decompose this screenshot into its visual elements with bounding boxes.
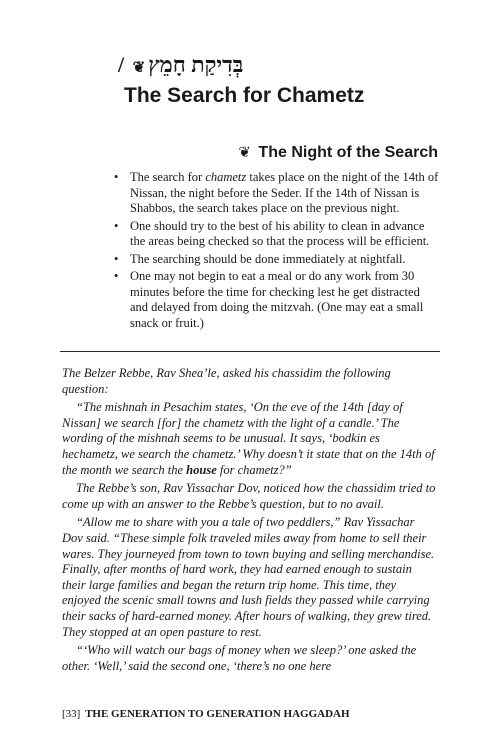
page-number: [33]: [62, 708, 81, 720]
page-title: The Search for Chametz: [124, 84, 365, 107]
story-paragraph-text-cont: for chametz?”: [216, 462, 292, 477]
rules-list: [112, 170, 440, 333]
story-emphasis: house: [186, 462, 217, 477]
bullet-icon: •: [114, 251, 119, 266]
story-paragraph: [62, 400, 436, 478]
list-item-term: chametz: [205, 170, 247, 184]
bullet-icon: •: [114, 218, 119, 233]
running-title: THE GENERATION TO GENERATION HAGGADAH: [85, 708, 350, 720]
story-text: [62, 366, 436, 677]
list-item-text: The search for: [130, 170, 206, 184]
title-separator: /: [118, 52, 125, 77]
bullet-icon: •: [114, 170, 119, 184]
page-footer: [62, 707, 350, 721]
section-heading: [235, 142, 438, 164]
list-item-text: The searching should be done immediately at nightfall.: [130, 251, 406, 266]
list-item-text: One should try to the best of his ability to clean in advance the areas being checked so that the process will be efficient.: [130, 218, 430, 248]
story-paragraph: “Allow me to share with you a tale of two peddlers,” Rav Yissachar Dov said. “These simple folk traveled miles away from home to sell their wares. They journeyed from town to town buying and selling merchandise. Finally, after months of hard work, they had earned enough to sustain their large families and began the return trip home. This time, they enjoyed the scenic small towns and lush fields they passed while carrying their sacks of hard-earned money. After hours of walking, they grew tired. They stopped at an open pasture to rest.: [62, 515, 435, 639]
list-item: [112, 170, 440, 217]
fleuron-icon: ❦: [238, 144, 251, 161]
bullet-icon: •: [114, 269, 119, 283]
list-item: [112, 219, 440, 250]
story-paragraph-text: “The mishnah in Pesachim states, ‘On the eve of the 14th [day of Nissan] we search [for] the chametz with the light of a candle.’ The wording of the mishnah seems to be unusual. It says, ‘bodkin es hechametz, we search the chametz.’ Why doesn’t it state that on the 14th of the month we search the: [62, 400, 435, 477]
story-paragraph: “‘Who will watch our bags of money when we sleep?’ one asked the other. ‘Well,’ said the second one, ‘there’s no one here: [62, 643, 417, 673]
story-paragraph: The Rebbe’s son, Rav Yissachar Dov, noticed how the chassidim tried to come up with an answer to the Rebbe’s question, but to no avail.: [62, 481, 436, 511]
list-item-text: One may not begin to eat a meal or do any work from 30 minutes before the time for checking lest he get distracted and delayed from doing the mitzvah. (One may eat a small snack or fruit.): [130, 269, 424, 330]
list-item-text-cont: takes place on the night of the 14th of Nissan, the night before the Seder. If the 14th of Nissan is Shabbos, the search takes place on the previous night.: [130, 170, 439, 215]
list-item: [112, 252, 440, 268]
hebrew-title: [118, 51, 398, 82]
fleuron-icon: ❦: [132, 60, 146, 76]
section-heading-text: The Night of the Search: [258, 144, 438, 161]
story-intro: The Belzer Rebbe, Rav Shea’le, asked his chassidim the following question:: [62, 366, 391, 396]
hebrew-title-text: בְּדִיקַת חָמֵץ: [148, 52, 244, 77]
section-divider: [60, 351, 440, 352]
list-item: [112, 269, 440, 331]
